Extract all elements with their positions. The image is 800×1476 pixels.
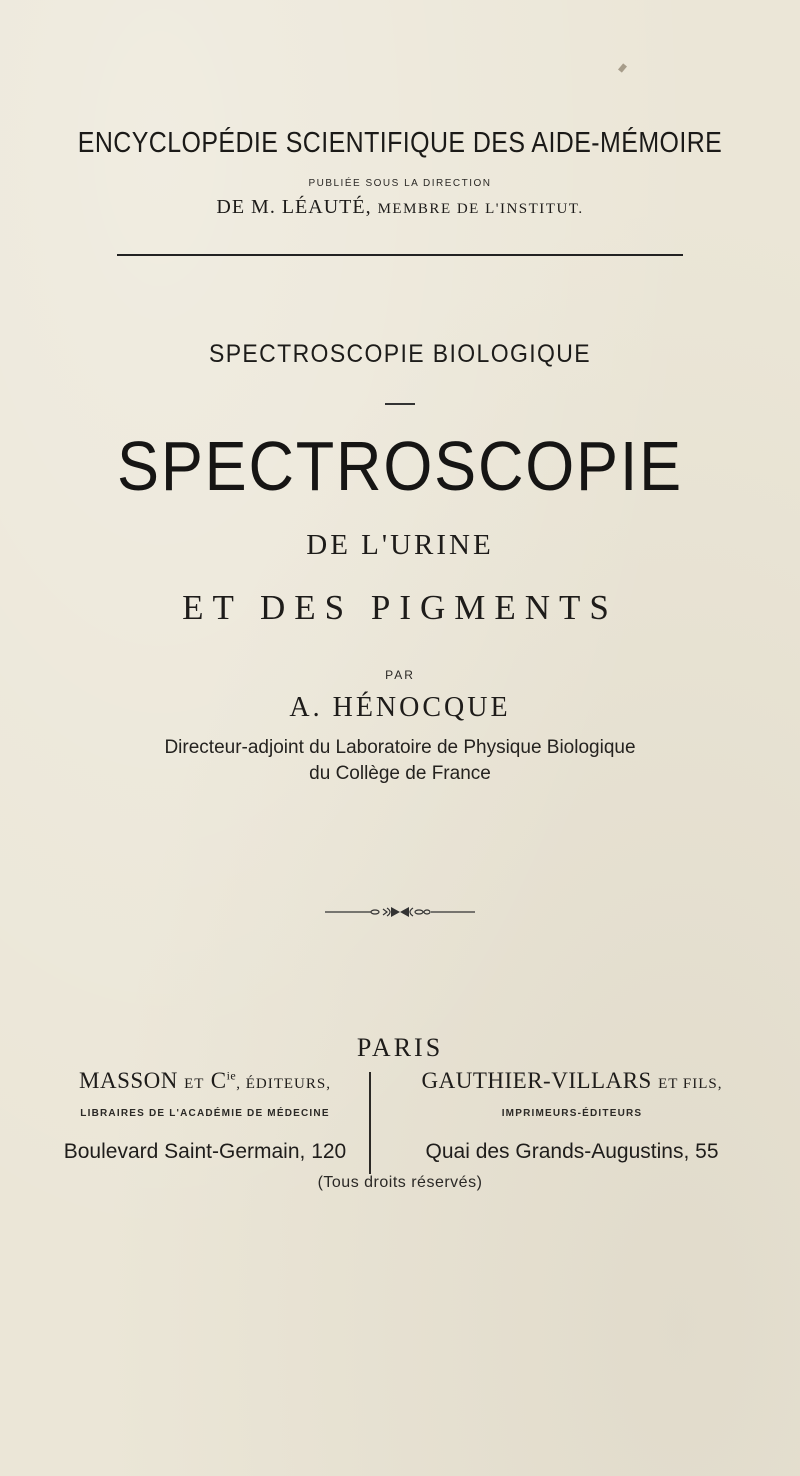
main-title: SPECTROSCOPIE [116, 427, 684, 505]
author-affiliation-line-2: du Collège de France [309, 763, 491, 784]
publisher-company: C [210, 1068, 227, 1093]
by-label: PAR [385, 668, 415, 682]
director-name: DE M. LÉAUTÉ, [216, 196, 372, 218]
subtitle-line-1: DE L'URINE [306, 529, 494, 561]
author-name: A. HÉNOCQUE [289, 692, 511, 723]
right-publisher-subtitle: IMPRIMEURS-ÉDITEURS [501, 1108, 643, 1119]
series-title: ENCYCLOPÉDIE SCIENTIFIQUE DES AIDE-MÉMOIRE [77, 127, 723, 159]
title-dash [385, 403, 415, 405]
publisher-role: , ÉDITEURS, [236, 1076, 331, 1092]
left-publisher-name [45, 1068, 365, 1098]
publisher-suffix: ET FILS, [658, 1076, 723, 1092]
header-rule [117, 254, 683, 256]
rights-notice: (Tous droits réservés) [317, 1174, 483, 1191]
publisher-connector: ET [184, 1076, 205, 1092]
imprint-city: PARIS [356, 1033, 444, 1062]
paper-speck [618, 63, 627, 72]
publisher-divider [369, 1072, 371, 1174]
series-director [0, 196, 800, 219]
publisher-gauthier-villars: GAUTHIER-VILLARS [421, 1068, 652, 1093]
publisher-company-sup: ie [226, 1068, 237, 1083]
director-role: MEMBRE DE L'INSTITUT. [377, 201, 584, 217]
publisher-masson: MASSON [79, 1068, 178, 1093]
right-publisher-name [372, 1068, 772, 1098]
right-publisher [372, 1068, 772, 1164]
left-publisher [45, 1068, 365, 1164]
published-under-line: PUBLIÉE SOUS LA DIRECTION [308, 178, 492, 189]
collection-title: SPECTROSCOPIE BIOLOGIQUE [208, 340, 592, 368]
author-affiliation-line-1: Directeur-adjoint du Laboratoire de Physique Biologique [164, 737, 636, 758]
left-publisher-address: Boulevard Saint-Germain, 120 [63, 1140, 347, 1163]
ornament-divider [325, 905, 475, 919]
left-publisher-subtitle: LIBRAIRES DE L'ACADÉMIE DE MÉDECINE [80, 1108, 330, 1119]
subtitle-line-2: ET DES PIGMENTS [182, 588, 618, 627]
right-publisher-address: Quai des Grands-Augustins, 55 [425, 1140, 719, 1163]
